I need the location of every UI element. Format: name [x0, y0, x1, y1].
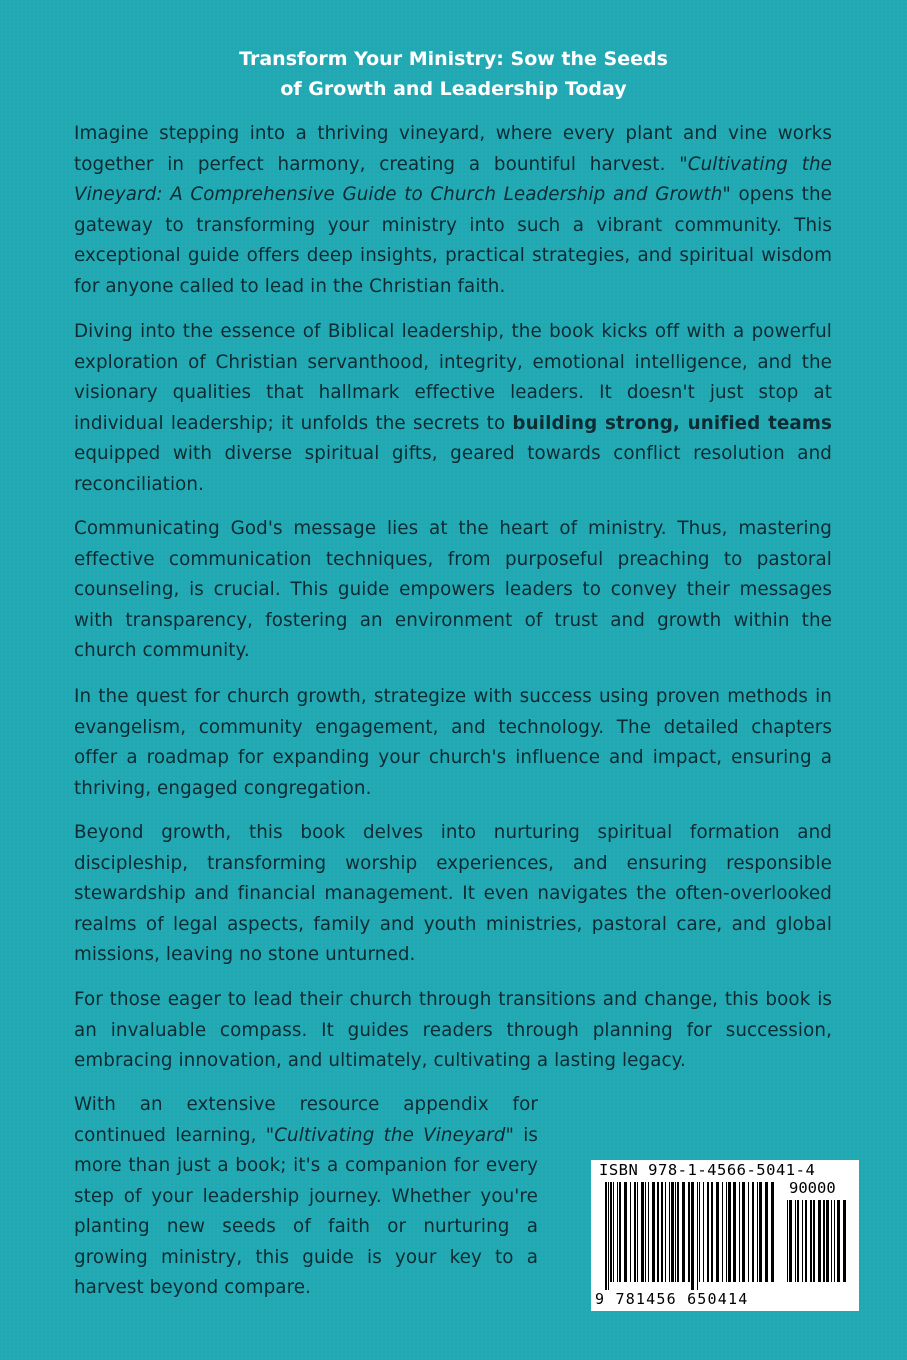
paragraph-transitions: For those eager to lead their church through transitions and change, this book is an invaluable compass. It guides readers through planning for succession, embracing innovation, and ultimately, cultivating a lasting legacy.: [74, 989, 832, 1071]
barcode-bar: [688, 1182, 690, 1282]
paragraph-leadership: Diving into the essence of Biblical leadership, the book kicks off with a powerful exploration of Christian servanthood, integrity, emotional intelligence, and the visionary qualities that hallmark effective leaders. It doesn't just stop at individual leadership; it unfolds the secrets to building strong, unified teams equipped with diverse spiritual gifts, geared towards conflict resolution and reconciliation.: [74, 321, 832, 495]
barcode-bar: [837, 1200, 840, 1282]
book-title-short: "Cultivating the Vineyard": [265, 1124, 514, 1146]
barcode-bar: [648, 1182, 649, 1282]
barcode-bar: [813, 1200, 815, 1282]
isbn-number: ISBN 978-1-4566-5041-4: [599, 1161, 816, 1179]
barcode-bar: [765, 1182, 768, 1282]
barcode-bar: [699, 1182, 700, 1282]
barcode-bar: [624, 1182, 627, 1282]
barcode-bar: [619, 1182, 621, 1282]
barcode-bar: [617, 1182, 618, 1282]
paragraph-intro: Imagine stepping into a thriving vineyard, where every plant and vine works together in perfect harmony, creating a bountiful harvest. "Cultivating the Vineyard: A Comprehensive Guide to Church Leadership and Growth" opens the gateway to transforming your ministry into such a vibrant community. This exceptional guide offers deep insights, practical strategies, and spiritual wisdom for anyone called to lead in the Christian faith.: [74, 123, 832, 297]
barcode-bar: [697, 1182, 698, 1290]
ean13-bars: [605, 1182, 777, 1290]
barcode-bar: [826, 1200, 829, 1282]
barcode-bar: [703, 1182, 704, 1282]
barcode-bar: [682, 1182, 685, 1282]
paragraph-communication: Communicating God's message lies at the heart of ministry. Thus, mastering effective communication techniques, from purposeful preaching to pastoral counseling, is crucial. This guide empowers leaders to convey their messages with transparency, fostering an environment of trust and growth within the church community.: [74, 518, 832, 661]
barcode-bar: [742, 1182, 745, 1282]
barcode-bar: [789, 1200, 792, 1282]
barcode-bar: [834, 1200, 835, 1282]
barcode-bar: [608, 1182, 609, 1290]
barcode-bar: [677, 1182, 679, 1282]
barcode-bar: [795, 1200, 796, 1282]
price-code: 90000: [789, 1179, 836, 1197]
barcode-bar: [645, 1182, 646, 1282]
barcode-bar: [771, 1182, 774, 1282]
barcode-bar: [641, 1182, 644, 1282]
barcode-bar: [759, 1182, 762, 1282]
barcode-bar: [661, 1182, 663, 1282]
barcode-bar: [610, 1182, 612, 1282]
barcode-bar: [797, 1200, 799, 1282]
isbn-barcode: [591, 1160, 859, 1311]
barcode-bar: [707, 1182, 709, 1282]
barcode-bar: [733, 1182, 736, 1282]
barcode-bar: [716, 1182, 719, 1282]
barcode-bar: [823, 1200, 825, 1282]
barcode-bar: [630, 1182, 631, 1282]
barcode-bar: [613, 1182, 614, 1282]
barcode-bar: [652, 1182, 655, 1282]
barcode-bar: [805, 1200, 807, 1282]
barcode-bar: [691, 1182, 694, 1290]
barcode-bar: [728, 1182, 731, 1282]
barcode-bar: [675, 1182, 676, 1282]
barcode-bar: [843, 1200, 846, 1282]
barcode-bar: [671, 1182, 674, 1282]
headline-line-2: of Growth and Leadership Today: [280, 78, 627, 100]
barcode-bar: [669, 1182, 670, 1282]
addon-bars: [787, 1200, 847, 1290]
barcode-bar: [757, 1182, 758, 1282]
ean-digits: 9 781456 650414: [595, 1290, 749, 1308]
headline: [60, 44, 847, 104]
barcode-bar: [831, 1200, 832, 1282]
barcode-bar: [634, 1182, 636, 1282]
barcode-bar: [748, 1182, 749, 1282]
barcode-bar: [665, 1182, 666, 1282]
barcode-bar: [722, 1182, 723, 1282]
paragraph-growth: In the quest for church growth, strategize with success using proven methods in evangelism, community engagement, and technology. The detailed chapters offer a roadmap for expanding your church's influence and impact, ensuring a thriving, engaged congregation.: [74, 686, 832, 799]
paragraph-beyond-growth: Beyond growth, this book delves into nurturing spiritual formation and discipleship, transforming worship experiences, and ensuring responsible stewardship and financial management. It even navigates the often-overlooked realms of legal aspects, family and youth ministries, pastoral care, and global missions, leaving no stone unturned.: [74, 822, 832, 965]
barcode-bar: [802, 1200, 803, 1282]
barcode-bar: [711, 1182, 713, 1282]
book-title: "Cultivating the Vineyard: A Comprehensive Guide to Church Leadership and Growth": [74, 153, 832, 205]
barcode-bar: [726, 1182, 727, 1282]
bold-phrase: building strong, unified teams: [512, 412, 832, 434]
barcode-bar: [818, 1200, 821, 1282]
barcode-bar: [810, 1200, 812, 1282]
barcode-bar: [657, 1182, 659, 1282]
barcode-bar: [637, 1182, 638, 1282]
barcode-bar: [739, 1182, 740, 1282]
barcode-bar: [787, 1200, 788, 1282]
barcode-bar: [605, 1182, 607, 1290]
paragraph-appendix: With an extensive resource appendix for continued learning, "Cultivating the Vineyard" is more than just a book; it's a companion for every step of your leadership journey. Whether you're planting new seeds of faith or nurturing a growing ministry, this guide is your key to a harvest beyond compare.: [74, 1094, 538, 1298]
barcode-bar: [752, 1182, 754, 1282]
headline-line-1: Transform Your Ministry: Sow the Seeds: [239, 48, 668, 70]
